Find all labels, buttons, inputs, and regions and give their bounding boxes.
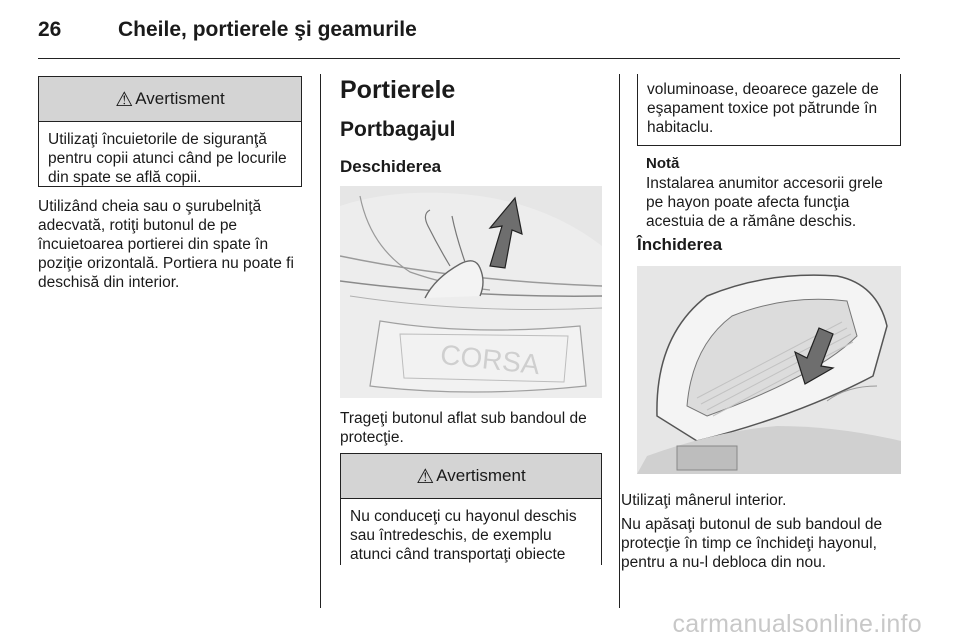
warning-heading-label: Avertisment bbox=[436, 466, 526, 485]
warning-heading bbox=[39, 77, 301, 122]
paragraph-do-not-press-button: Nu apăsaţi butonul de sub bandoul de protecţie în timp ce închideţi hayonul, pentru a nu-l debloca din nou. bbox=[621, 516, 883, 571]
warning-heading-label: Avertisment bbox=[135, 89, 225, 108]
figure-caption-opening: Trageţi butonul aflat sub bandoul de protecţie. bbox=[340, 410, 587, 446]
warning-box-driving-open bbox=[340, 453, 602, 565]
warning-text-continued: voluminoase, deoarece gazele de eşapament toxice pot pătrunde în habitaclu. bbox=[647, 81, 879, 136]
figure-tailgate-closing bbox=[637, 266, 901, 474]
paragraph-use-inner-handle: Utilizaţi mânerul interior. bbox=[621, 492, 787, 509]
page-number: 26 bbox=[38, 18, 62, 41]
column-divider-2 bbox=[619, 74, 620, 608]
heading-tailgate: Portbagajul bbox=[340, 118, 456, 141]
heading-closing: Închiderea bbox=[637, 235, 723, 254]
header-rule bbox=[38, 58, 900, 59]
figure-plate-label: CORSA bbox=[438, 338, 542, 381]
warning-box-continued bbox=[637, 74, 901, 146]
heading-doors: Portierele bbox=[340, 76, 456, 104]
heading-opening: Deschiderea bbox=[340, 157, 442, 176]
watermark-text: carmanualsonline.info bbox=[672, 610, 922, 638]
warning-text: Utilizaţi încuietorile de siguranţă pentru copii atunci când pe locurile din spate se află copii. bbox=[48, 131, 287, 186]
paragraph-child-lock-instructions: Utilizând cheia sau o şurubelniţă adecvată, rotiţi butonul de pe încuietoarea portierei din spate în poziţie orizontală. Portiera nu poate fi deschisă din interior. bbox=[38, 198, 294, 291]
warning-box-child-locks bbox=[38, 76, 302, 187]
note-label: Notă bbox=[646, 155, 680, 172]
warning-triangle-icon: ⚠ bbox=[416, 465, 435, 488]
warning-heading bbox=[341, 454, 601, 499]
note-text: Instalarea anumitor accesorii grele pe hayon poate afecta funcţia acestuia de a rămâne deschis. bbox=[646, 175, 883, 230]
column-divider-1 bbox=[320, 74, 321, 608]
figure-tailgate-opening bbox=[340, 186, 602, 398]
page-header-title: Cheile, portierele şi geamurile bbox=[118, 18, 417, 41]
warning-triangle-icon: ⚠ bbox=[115, 88, 134, 111]
warning-text: Nu conduceţi cu hayonul deschis sau întredeschis, de exemplu atunci când transportaţi obiecte bbox=[350, 508, 577, 563]
